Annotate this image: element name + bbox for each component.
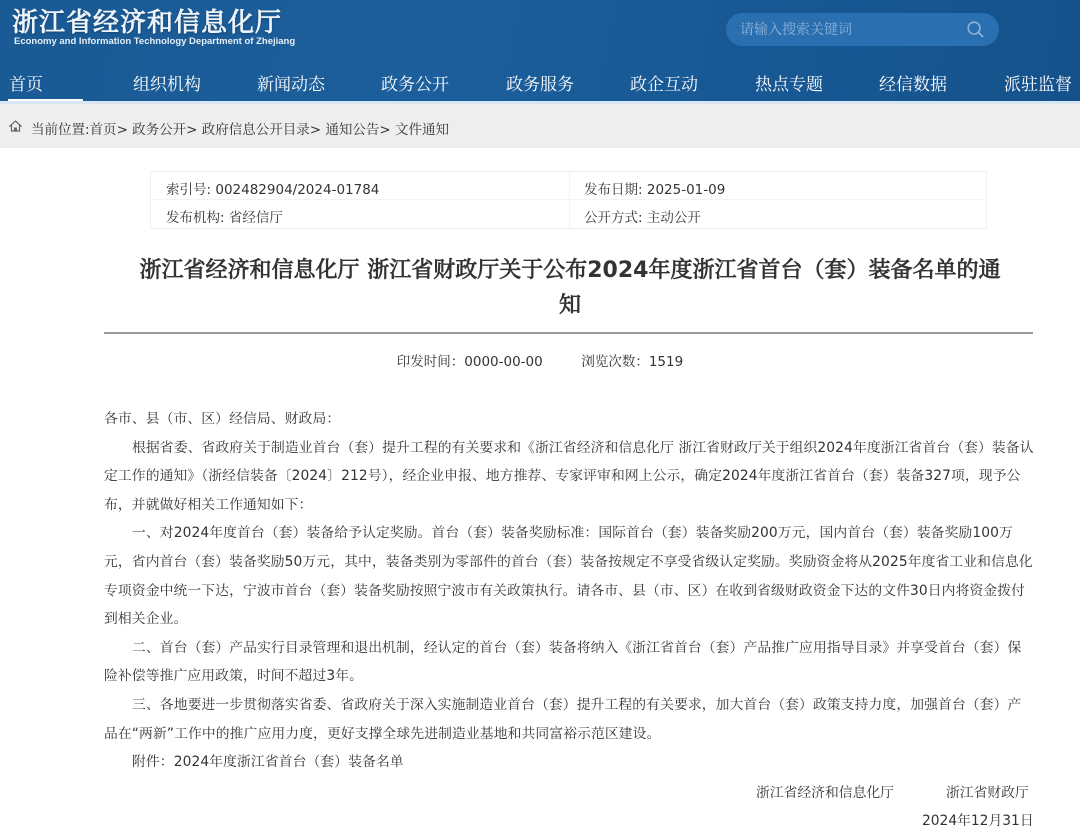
meta-index-number: 索引号: 002482904/2024-01784 xyxy=(166,182,380,198)
nav-item-home[interactable]: 首页 xyxy=(9,70,43,95)
meta-row xyxy=(151,172,986,200)
nav-item-news[interactable]: 新闻动态 xyxy=(257,75,325,95)
nav-item-data[interactable]: 经信数据 xyxy=(879,75,947,95)
article-paragraph: 根据省委、省政府关于制造业首台（套）提升工程的有关要求和《浙江省经济和信息化厅 浙江省财政厅关于组织2024年度浙江省首台（套）装备认定工作的通知》（浙经信装备〔2024〕212号），经企业申报、地方推荐、专家评审和网上公示，确定2024年度浙江省首台（套）装备327项，现予公布，并就做好相关工作通知如下： xyxy=(104,439,1034,513)
article-title-line: 知 xyxy=(558,293,581,318)
issue-time-label: 印发时间： xyxy=(396,354,465,370)
site-logo-title[interactable]: 浙江省经济和信息化厅 xyxy=(12,8,283,38)
nav-item-gov-services[interactable]: 政务服务 xyxy=(506,75,574,95)
breadcrumb-prefix: 当前位置: xyxy=(31,122,90,138)
search-icon[interactable] xyxy=(966,20,985,39)
signature-date: 2024年12月31日 xyxy=(922,813,1034,829)
article-paragraph: 二、首台（套）产品实行目录管理和退出机制，经认定的首台（套）装备将纳入《浙江省首台（套）产品推广应用指导目录》并享受首台（套）保险补偿等推广应用政策，时间不超过3年。 xyxy=(104,639,1022,685)
article-pub-info xyxy=(0,350,1080,370)
breadcrumb-separator: > xyxy=(379,122,391,138)
site-logo-subtitle: Economy and Information Technology Department of Zhejiang xyxy=(14,36,296,47)
nav-item-interaction[interactable]: 政企互动 xyxy=(630,75,698,95)
document-meta-table xyxy=(150,171,987,229)
title-divider xyxy=(104,332,1033,334)
meta-row xyxy=(151,200,986,228)
breadcrumb xyxy=(0,104,1080,148)
article-paragraph: 一、对2024年度首台（套）装备给予认定奖励。首台（套）装备奖励标准：国际首台（套）装备奖励200万元，国内首台（套）装备奖励100万元，省内首台（套）装备奖励50万元，其中，装备类别为零部件的首台（套）装备按规定不享受省级认定奖励。奖励资金将从2025年度省工业和信息化专项资金中统一下达，宁波市首台（套）装备奖励按照宁波市有关政策执行。请各市、县（市、区）在收到省级财政资金下达的文件30日内将资金拨付到相关企业。 xyxy=(104,525,1033,628)
breadcrumb-item-file-notices[interactable]: 文件通知 xyxy=(395,122,449,138)
attachment-label: 附件： xyxy=(132,754,174,771)
nav-item-supervision[interactable]: 派驻监督 xyxy=(1004,75,1072,95)
breadcrumb-item-notices[interactable]: 通知公告 xyxy=(325,122,380,138)
signature-dept-finance: 浙江省财政厅 xyxy=(946,785,1029,801)
meta-publish-date: 发布日期: 2025-01-09 xyxy=(584,182,726,198)
home-icon xyxy=(9,120,22,132)
views-label: 浏览次数： xyxy=(581,354,649,370)
search-input[interactable] xyxy=(740,13,960,46)
meta-disclosure-mode: 公开方式: 主动公开 xyxy=(584,210,701,226)
article-title xyxy=(100,253,1040,323)
issue-time-value: 0000-00-00 xyxy=(464,354,543,370)
breadcrumb-separator: > xyxy=(309,122,322,138)
site-header xyxy=(0,0,1080,104)
meta-publisher: 发布机构: 省经信厅 xyxy=(166,210,283,226)
article-body xyxy=(104,405,1034,777)
attachment-link[interactable]: 2024年度浙江省首台（套）装备名单 xyxy=(173,754,404,771)
attachment-line xyxy=(104,748,1034,777)
nav-item-organization[interactable]: 组织机构 xyxy=(133,75,201,95)
main-nav xyxy=(0,62,1080,102)
breadcrumb-item-catalog[interactable]: 政府信息公开目录 xyxy=(201,122,310,138)
article-title-line: 浙江省经济和信息化厅 浙江省财政厅关于公布2024年度浙江省首台（套）装备名单的通 xyxy=(139,258,1001,283)
breadcrumb-trail xyxy=(31,118,449,138)
signature-dept-economy: 浙江省经济和信息化厅 xyxy=(756,785,894,801)
nav-item-hot-topics[interactable]: 热点专题 xyxy=(755,75,823,95)
breadcrumb-item-gov-open[interactable]: 政务公开 xyxy=(132,122,187,138)
nav-item-gov-affairs-open[interactable]: 政务公开 xyxy=(381,75,449,95)
salutation: 各市、县（市、区）经信局、财政局： xyxy=(104,411,341,427)
breadcrumb-item-home[interactable]: 首页 xyxy=(89,122,117,138)
views-count: 1519 xyxy=(648,354,684,370)
article-paragraph: 三、各地要进一步贯彻落实省委、省政府关于深入实施制造业首台（套）提升工程的有关要求，加大首台（套）政策支持力度，加强首台（套）产品在“两新”工作中的推广应用力度，更好支撑全球先进制造业基地和共同富裕示范区建设。 xyxy=(104,696,1022,742)
search-box xyxy=(726,13,999,46)
breadcrumb-separator: > xyxy=(116,122,128,138)
breadcrumb-separator: > xyxy=(186,122,198,138)
